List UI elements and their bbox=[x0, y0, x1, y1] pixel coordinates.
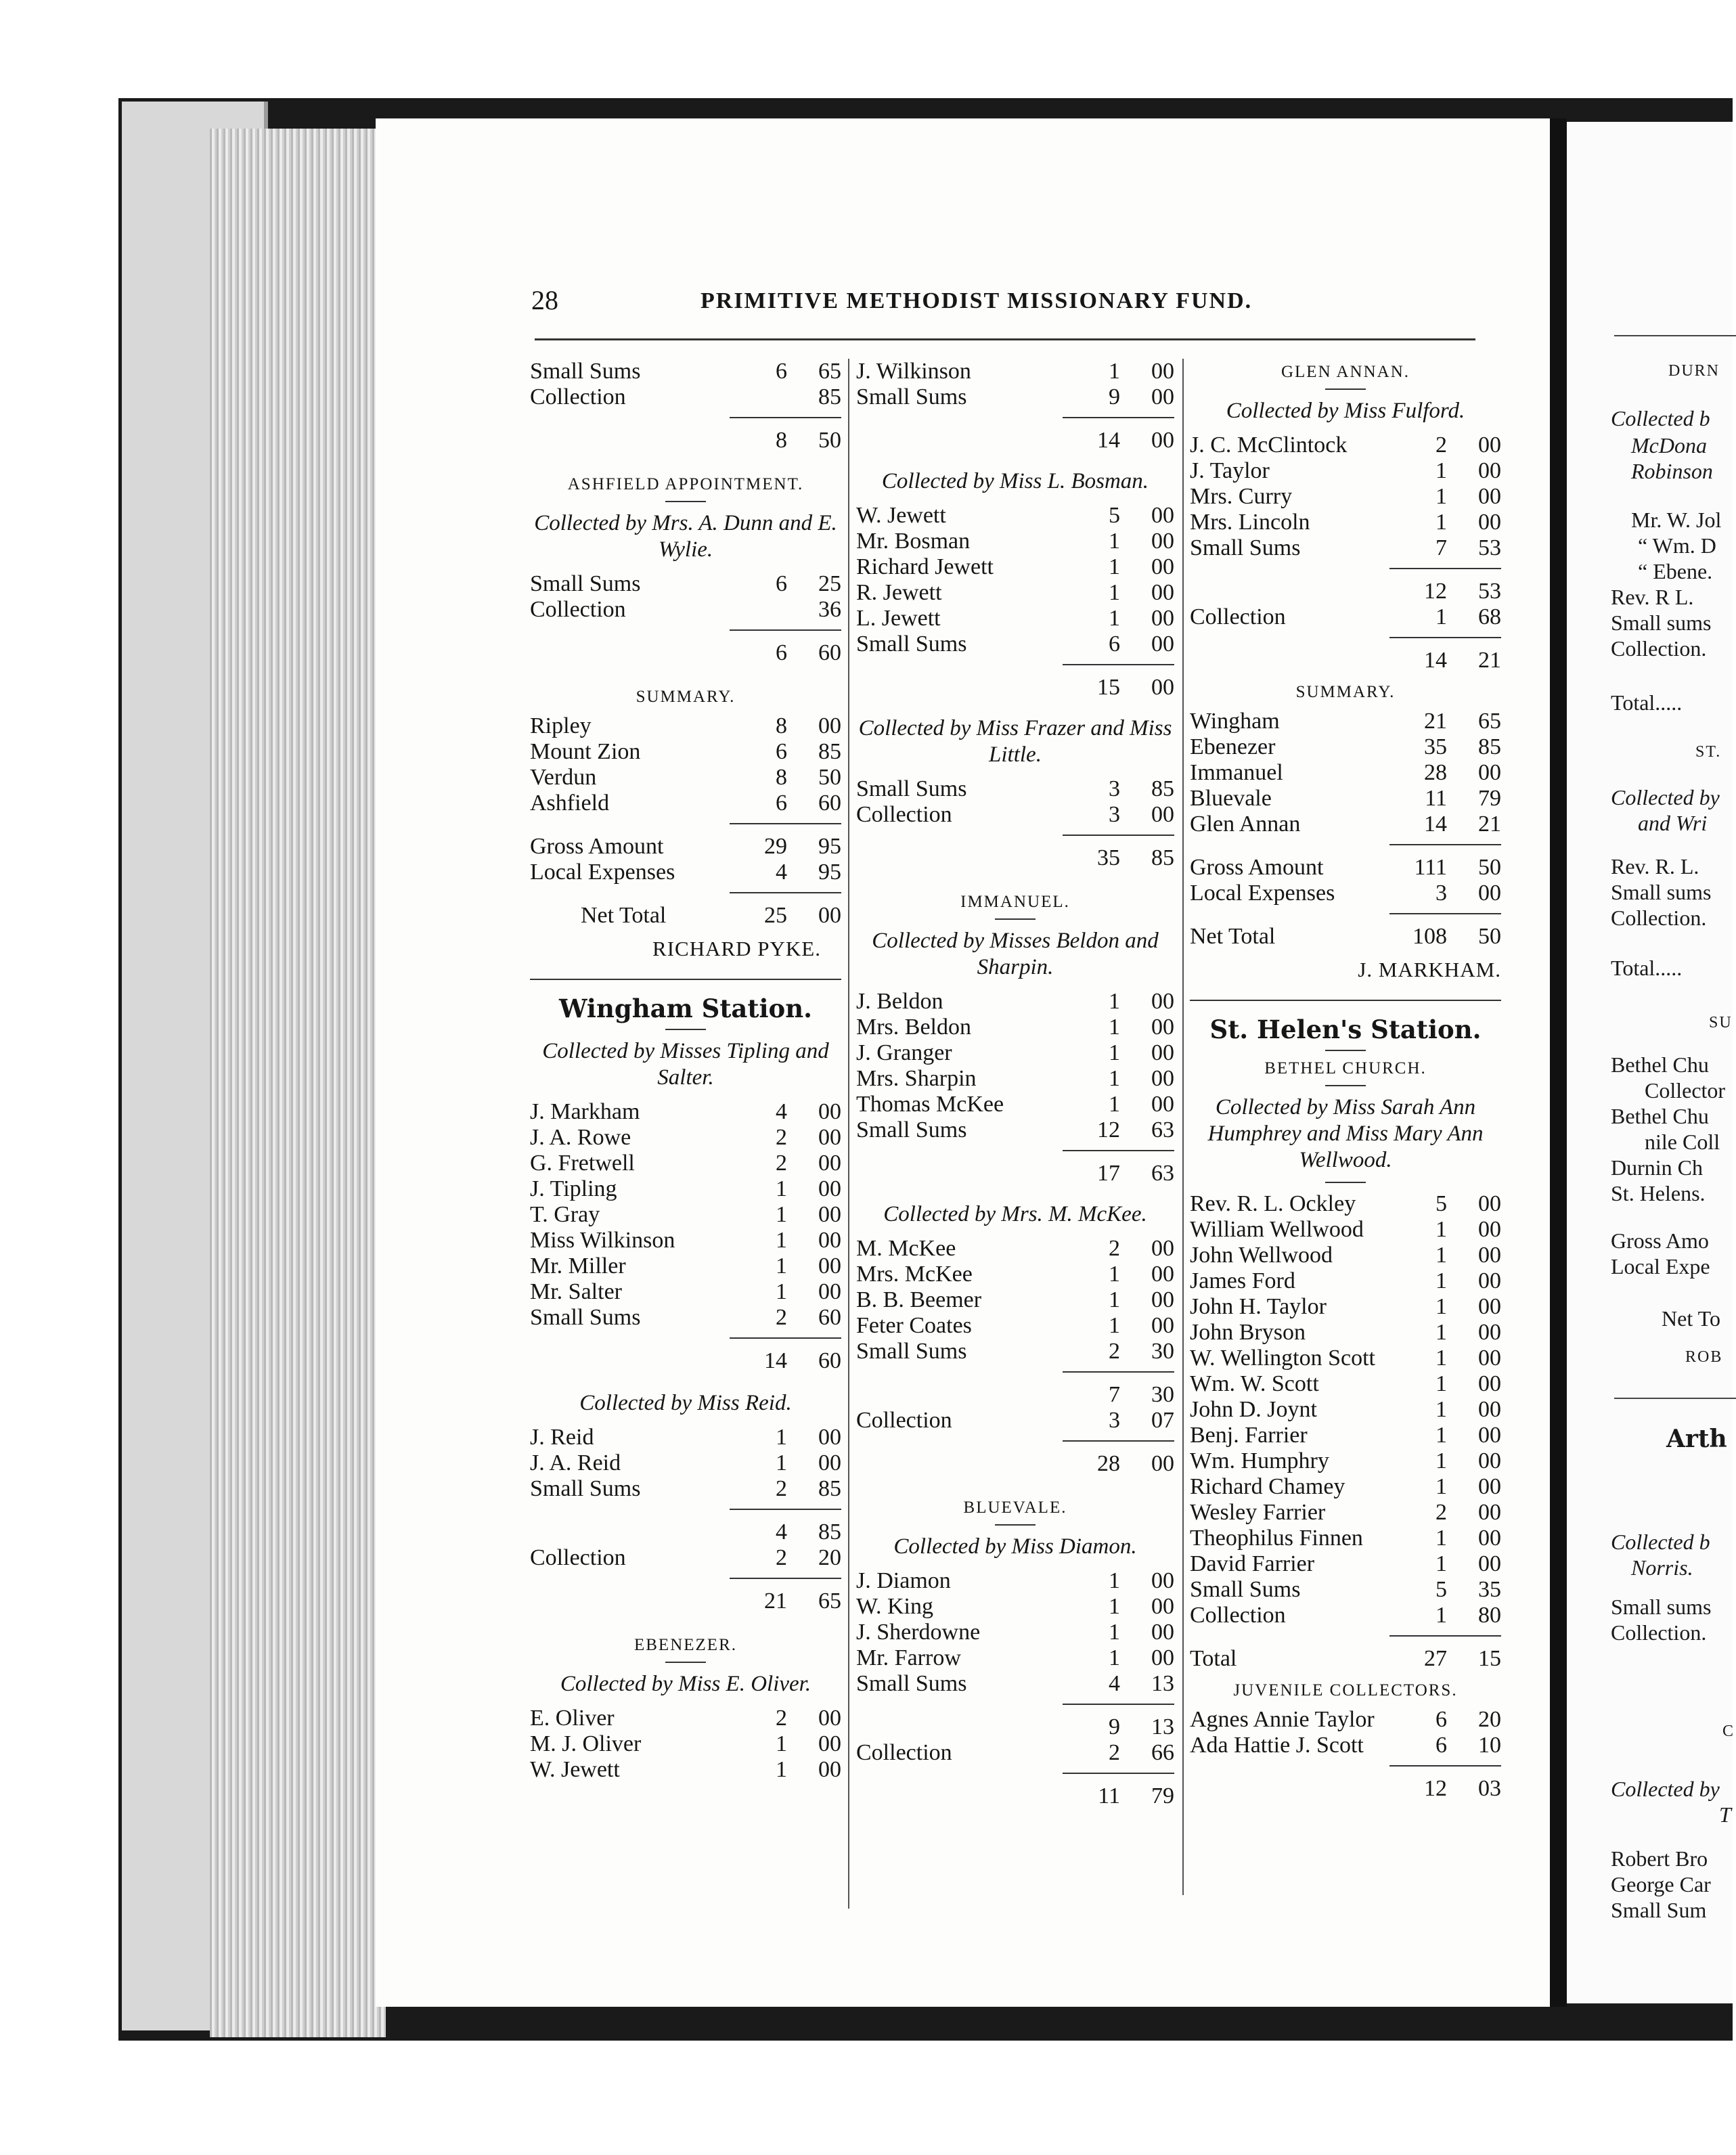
dash-rule bbox=[995, 1524, 1036, 1526]
ledger-row: Small Sums 2 30 bbox=[856, 1339, 1174, 1364]
collector-line: Collected by Mrs. A. Dunn and E. Wylie. bbox=[534, 511, 837, 562]
ledger-row: Ebenezer 35 85 bbox=[1190, 734, 1501, 759]
ledger-row: W. Jewett 5 00 bbox=[856, 503, 1174, 528]
section-heading: SUMMARY. bbox=[1295, 683, 1396, 701]
ledger-row: J. Sherdowne 1 00 bbox=[856, 1620, 1174, 1645]
right-page-fragment: T bbox=[1719, 1802, 1731, 1827]
right-page-fragment: Collected by bbox=[1611, 785, 1720, 809]
ledger-row: John H. Taylor 1 00 bbox=[1190, 1294, 1501, 1319]
total-row: 28 00 bbox=[1097, 1451, 1174, 1476]
right-page-fragment: Rev. R. L. bbox=[1611, 854, 1699, 879]
ledger-row: John Bryson 1 00 bbox=[1190, 1320, 1501, 1345]
collector-line: Collected by Miss E. Oliver. bbox=[560, 1672, 811, 1696]
sum-rule bbox=[730, 1509, 841, 1510]
right-page-fragment: “ Ebene. bbox=[1638, 559, 1713, 583]
ledger-row: David Farrier 1 00 bbox=[1190, 1551, 1501, 1576]
right-page-fragment: George Car bbox=[1611, 1872, 1711, 1896]
ledger-row: Small Sums 6 65 bbox=[530, 359, 841, 384]
local-expenses-row: Local Expenses 3 00 bbox=[1190, 881, 1501, 906]
section-heading: GLEN ANNAN. bbox=[1281, 363, 1410, 381]
page-edges bbox=[210, 129, 386, 2037]
ledger-row: Miss Wilkinson 1 00 bbox=[530, 1228, 841, 1253]
ledger-row: J. Diamon 1 00 bbox=[856, 1568, 1174, 1593]
right-page-fragment: St. Helens. bbox=[1611, 1181, 1706, 1205]
net-total-row: Net Total 108 50 bbox=[1190, 924, 1501, 949]
ledger-row: Mr. Miller 1 00 bbox=[530, 1253, 841, 1279]
dash-rule bbox=[665, 501, 706, 502]
ledger-row: Richard Chamey 1 00 bbox=[1190, 1474, 1501, 1499]
sum-rule bbox=[1389, 568, 1501, 569]
collection-row: Collection 1 68 bbox=[1190, 604, 1501, 629]
ledger-row: Collection 3 00 bbox=[856, 802, 1174, 827]
ledger-row: Ripley 8 00 bbox=[530, 713, 841, 738]
right-page-rule bbox=[1614, 1398, 1736, 1399]
ledger-row: Mr. Bosman 1 00 bbox=[856, 529, 1174, 554]
ledger-row: Immanuel 28 00 bbox=[1190, 760, 1501, 785]
sum-rule bbox=[1063, 1440, 1174, 1442]
total-row: 21 65 bbox=[764, 1589, 841, 1614]
right-page-fragment: Collection. bbox=[1611, 636, 1707, 661]
ledger-row: J. A. Rowe 2 00 bbox=[530, 1125, 841, 1150]
ledger-row: Collection 85 bbox=[530, 384, 841, 409]
ledger-row: James Ford 1 00 bbox=[1190, 1268, 1501, 1293]
right-page-fragment: Collection. bbox=[1611, 906, 1707, 930]
ledger-row: T. Gray 1 00 bbox=[530, 1202, 841, 1227]
page-title: PRIMITIVE METHODIST MISSIONARY FUND. bbox=[700, 288, 1253, 313]
right-page-fragment: SU bbox=[1709, 1014, 1733, 1031]
sum-rule bbox=[1063, 1150, 1174, 1151]
ledger-row: W. King 1 00 bbox=[856, 1594, 1174, 1619]
ledger-row: Feter Coates 1 00 bbox=[856, 1313, 1174, 1338]
page-number: 28 bbox=[531, 285, 558, 315]
ledger-row: Benj. Farrier 1 00 bbox=[1190, 1423, 1501, 1448]
right-page-fragment: Local Expe bbox=[1611, 1254, 1710, 1279]
column-3 bbox=[1190, 359, 1501, 1802]
ledger-row: J. Tipling 1 00 bbox=[530, 1176, 841, 1201]
ledger-row: Mr. Salter 1 00 bbox=[530, 1279, 841, 1304]
ledger-row: John Wellwood 1 00 bbox=[1190, 1243, 1501, 1268]
total-row: Total 27 15 bbox=[1190, 1646, 1501, 1671]
ledger-row: G. Fretwell 2 00 bbox=[530, 1151, 841, 1176]
right-page-fragment: Bethel Chu bbox=[1611, 1104, 1709, 1128]
collector-line: Collected by Miss Diamon. bbox=[893, 1534, 1137, 1559]
right-page-fragment: Net To bbox=[1662, 1306, 1720, 1331]
ledger-row: R. Jewett 1 00 bbox=[856, 580, 1174, 605]
subtotal-row: 9 13 bbox=[1109, 1714, 1174, 1739]
book-gutter bbox=[1550, 118, 1567, 2007]
ledger-row: Wm. Humphry 1 00 bbox=[1190, 1448, 1501, 1473]
ledger-row: J. Granger 1 00 bbox=[856, 1040, 1174, 1065]
ledger-row: Rev. R. L. Ockley 5 00 bbox=[1190, 1191, 1501, 1216]
sum-rule bbox=[1063, 417, 1174, 418]
right-page-fragment: Total..... bbox=[1611, 690, 1683, 715]
dash-rule bbox=[665, 1662, 706, 1663]
ledger-row: Ada Hattie J. Scott 6 10 bbox=[1190, 1733, 1501, 1758]
ledger-row: M. J. Oliver 1 00 bbox=[530, 1731, 841, 1756]
section-heading: JUVENILE COLLECTORS. bbox=[1233, 1681, 1458, 1699]
right-page-rule bbox=[1614, 335, 1736, 336]
ledger-row: Small Sums 6 25 bbox=[530, 571, 841, 596]
column-1 bbox=[530, 359, 841, 1783]
sum-rule bbox=[1063, 1371, 1174, 1373]
ledger-row: John D. Joynt 1 00 bbox=[1190, 1397, 1501, 1422]
ledger-row: Thomas McKee 1 00 bbox=[856, 1092, 1174, 1117]
ledger-row: Ashfield 6 60 bbox=[530, 791, 841, 816]
subtotal-row: 7 30 bbox=[1109, 1382, 1174, 1407]
column-divider bbox=[1182, 359, 1184, 1895]
right-page-fragment: ROB bbox=[1685, 1348, 1723, 1366]
right-page-fragment: Collected by bbox=[1611, 1777, 1720, 1801]
right-page-fragment: Small sums bbox=[1611, 880, 1712, 904]
subtotal-row: 4 85 bbox=[776, 1519, 841, 1545]
ledger-row: J. Reid 1 00 bbox=[530, 1425, 841, 1450]
right-page-fragment: Robert Bro bbox=[1611, 1846, 1708, 1871]
ledger-row: J. Wilkinson 1 00 bbox=[856, 359, 1174, 384]
sum-rule bbox=[730, 417, 841, 418]
station-heading: St. Helen's Station. bbox=[1209, 1015, 1482, 1044]
sum-rule bbox=[1389, 913, 1501, 914]
section-heading: ASHFIELD APPOINTMENT. bbox=[567, 475, 804, 493]
right-page-fragment: nile Coll bbox=[1645, 1130, 1720, 1154]
sum-rule bbox=[1063, 1704, 1174, 1705]
section-separator bbox=[530, 979, 841, 980]
header-rule bbox=[535, 338, 1475, 340]
section-separator bbox=[1190, 1000, 1501, 1001]
total-row: 35 85 bbox=[1097, 845, 1174, 870]
section-heading: BLUEVALE. bbox=[963, 1498, 1067, 1517]
right-page-fragment: McDona bbox=[1631, 433, 1707, 458]
collector-line: Collected by Miss Reid. bbox=[579, 1391, 792, 1415]
collector-line: Collected by Misses Tipling and Salter. bbox=[542, 1039, 829, 1090]
total-row: 6 60 bbox=[776, 640, 841, 665]
right-page-fragment: DURN bbox=[1668, 362, 1720, 380]
ledger-row: Agnes Annie Taylor 6 20 bbox=[1190, 1707, 1501, 1732]
sum-rule bbox=[1389, 1765, 1501, 1767]
ledger-row: Glen Annan 14 21 bbox=[1190, 812, 1501, 837]
ledger-row: Small Sums 7 53 bbox=[1190, 535, 1501, 560]
ledger-row: Mrs. McKee 1 00 bbox=[856, 1262, 1174, 1287]
ledger-row: Mrs. Lincoln 1 00 bbox=[1190, 510, 1501, 535]
section-heading: EBENEZER. bbox=[633, 1636, 737, 1654]
ledger-row: Small Sums 3 85 bbox=[856, 776, 1174, 801]
collector-line: Collected by Miss Fulford. bbox=[1226, 399, 1465, 423]
right-page-fragment: Small sums bbox=[1611, 1595, 1712, 1619]
right-page-fragment: Small sums bbox=[1611, 610, 1712, 635]
right-page-fragment: Small Sum bbox=[1611, 1898, 1707, 1922]
total-row: 14 21 bbox=[1424, 648, 1501, 673]
ledger-row: Small Sums 9 00 bbox=[856, 384, 1174, 409]
right-page-fragment: C bbox=[1722, 1723, 1735, 1740]
right-page-fragment: Norris. bbox=[1631, 1555, 1693, 1580]
ledger-row: Small Sums 6 00 bbox=[856, 631, 1174, 657]
ledger-row: Bluevale 11 79 bbox=[1190, 786, 1501, 811]
ledger-row: Small Sums 5 35 bbox=[1190, 1577, 1501, 1602]
right-page-fragment: Rev. R L. bbox=[1611, 585, 1694, 609]
ledger-row: Wm. W. Scott 1 00 bbox=[1190, 1371, 1501, 1396]
dash-rule bbox=[995, 918, 1036, 920]
right-page-fragment: Total..... bbox=[1611, 956, 1683, 980]
right-page-fragment: Mr. W. Jol bbox=[1631, 508, 1722, 532]
ledger-row: Mrs. Sharpin 1 00 bbox=[856, 1066, 1174, 1091]
right-page-fragment: Collected b bbox=[1611, 1530, 1710, 1554]
station-heading: Wingham Station. bbox=[558, 994, 813, 1023]
ledger-row: W. Jewett 1 00 bbox=[530, 1757, 841, 1782]
ledger-row: J. Markham 4 00 bbox=[530, 1099, 841, 1124]
ledger-row: Small Sums 2 60 bbox=[530, 1305, 841, 1330]
gross-amount-row: Gross Amount 111 50 bbox=[1190, 855, 1501, 880]
dash-rule bbox=[1325, 1050, 1366, 1051]
right-page-fragment: Robinson bbox=[1631, 459, 1713, 483]
sum-rule bbox=[1389, 1635, 1501, 1637]
page-header bbox=[531, 284, 1479, 325]
collection-row: Collection 2 66 bbox=[856, 1740, 1174, 1765]
sum-rule bbox=[1063, 835, 1174, 836]
right-page-fragment: ST. bbox=[1695, 743, 1722, 761]
ledger-row: B. B. Beemer 1 00 bbox=[856, 1287, 1174, 1312]
right-page-fragment: Arth bbox=[1666, 1425, 1727, 1453]
sum-rule bbox=[1389, 844, 1501, 845]
sum-rule bbox=[730, 629, 841, 631]
ledger-row: Richard Jewett 1 00 bbox=[856, 554, 1174, 579]
sum-rule bbox=[730, 1578, 841, 1579]
signature: J. MARKHAM. bbox=[1358, 958, 1501, 981]
collector-line: Collected by Miss Frazer and Miss Little. bbox=[858, 716, 1172, 767]
right-page-fragment: Durnin Ch bbox=[1611, 1155, 1703, 1180]
column-divider bbox=[848, 359, 849, 1909]
collection-row: Collection 2 20 bbox=[530, 1545, 841, 1570]
right-page-fragment: Collector bbox=[1645, 1078, 1726, 1103]
sum-rule bbox=[1063, 664, 1174, 665]
ledger-row: Small Sums 4 13 bbox=[856, 1671, 1174, 1696]
collector-line: Collected by Miss Sarah Ann Humphrey and Miss Mary Ann Wellwood. bbox=[1207, 1095, 1484, 1172]
ledger-row: Small Sums 12 63 bbox=[856, 1117, 1174, 1142]
dash-rule bbox=[1325, 388, 1366, 390]
section-heading: SUMMARY. bbox=[636, 688, 736, 706]
total-row: 14 60 bbox=[764, 1348, 841, 1373]
section-heading: BETHEL CHURCH. bbox=[1264, 1059, 1427, 1078]
ledger-row: Mr. Farrow 1 00 bbox=[856, 1645, 1174, 1670]
gross-amount-row: Gross Amount 29 95 bbox=[530, 834, 841, 859]
right-page-fragment: Gross Amo bbox=[1611, 1228, 1709, 1253]
sum-rule bbox=[1389, 637, 1501, 638]
subtotal-row: 12 53 bbox=[1424, 579, 1501, 604]
section-heading: IMMANUEL. bbox=[960, 893, 1070, 911]
total-row: 8 50 bbox=[776, 428, 841, 453]
collection-row: Collection 3 07 bbox=[856, 1408, 1174, 1433]
right-page-fragment: Collection. bbox=[1611, 1620, 1707, 1645]
sum-rule bbox=[730, 1337, 841, 1339]
ledger-row: J. Beldon 1 00 bbox=[856, 989, 1174, 1014]
total-row: 12 03 bbox=[1424, 1776, 1501, 1801]
ledger-row: J. C. McClintock 2 00 bbox=[1190, 432, 1501, 458]
sum-rule bbox=[730, 892, 841, 893]
total-row: 14 00 bbox=[1097, 428, 1174, 453]
ledger-row: Mount Zion 6 85 bbox=[530, 739, 841, 764]
ledger-row: Verdun 8 50 bbox=[530, 765, 841, 790]
right-page-fragment: Collected b bbox=[1611, 406, 1710, 430]
ledger-row: J. Taylor 1 00 bbox=[1190, 458, 1501, 483]
total-row: 11 79 bbox=[1098, 1783, 1174, 1808]
ledger-row: Wesley Farrier 2 00 bbox=[1190, 1500, 1501, 1525]
net-total-row: Net Total 25 00 bbox=[581, 903, 841, 928]
dash-rule bbox=[665, 1029, 706, 1030]
total-row: 17 63 bbox=[1097, 1161, 1174, 1186]
right-page-fragment: Bethel Chu bbox=[1611, 1052, 1709, 1077]
dash-rule bbox=[1325, 1182, 1366, 1183]
right-page-fragment: and Wri bbox=[1638, 811, 1708, 835]
ledger-row: Wingham 21 65 bbox=[1190, 709, 1501, 734]
ledger-row: Mrs. Beldon 1 00 bbox=[856, 1015, 1174, 1040]
ledger-row: M. McKee 2 00 bbox=[856, 1236, 1174, 1261]
collector-line: Collected by Mrs. M. McKee. bbox=[883, 1202, 1147, 1226]
ledger-row: J. A. Reid 1 00 bbox=[530, 1450, 841, 1475]
local-expenses-row: Local Expenses 4 95 bbox=[530, 860, 841, 885]
sum-rule bbox=[1063, 1773, 1174, 1774]
dash-rule bbox=[1325, 1085, 1366, 1086]
ledger-row: L. Jewett 1 00 bbox=[856, 606, 1174, 631]
ledger-row: Collection 36 bbox=[530, 597, 841, 622]
sum-rule bbox=[730, 823, 841, 824]
ledger-row: Mrs. Curry 1 00 bbox=[1190, 484, 1501, 509]
column-2 bbox=[856, 359, 1174, 1809]
right-page-fragment: “ Wm. D bbox=[1638, 533, 1716, 558]
ledger-row: Collection 1 80 bbox=[1190, 1603, 1501, 1628]
total-row: 15 00 bbox=[1097, 675, 1174, 700]
collector-line: Collected by Misses Beldon and Sharpin. bbox=[872, 929, 1159, 979]
ledger-row: Theophilus Finnen 1 00 bbox=[1190, 1526, 1501, 1551]
ledger-row: W. Wellington Scott 1 00 bbox=[1190, 1346, 1501, 1371]
ledger-row: Small Sums 2 85 bbox=[530, 1476, 841, 1501]
collector-line: Collected by Miss L. Bosman. bbox=[881, 469, 1149, 493]
ledger-row: E. Oliver 2 00 bbox=[530, 1706, 841, 1731]
signature: RICHARD PYKE. bbox=[652, 937, 821, 960]
ledger-row: William Wellwood 1 00 bbox=[1190, 1217, 1501, 1242]
